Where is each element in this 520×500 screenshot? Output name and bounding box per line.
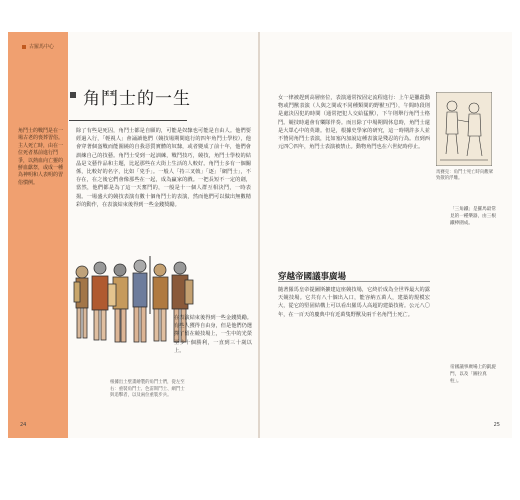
body-text: 除了有些是死囚，角鬥士都是自願的，可能是奴隸也可能是自由人。他們要經過入行，「輕視人」會誦讀他們（競技場期間進行的四年角鬥士學校），他會穿著個盔戰而能圍繞的自我惡質實體的奴隸，或者變成了前十年，他們會訓練自己的技藝。角鬥士受到一起訓練，戰鬥技巧，競技，角鬥士學校的結晶是文藝作品和主題，比起那些在大街上生活的人較好。角鬥士多有一個關係，比較好的名字，比如「兇手」。一般人「持三叉戟」「逐」「網鬥士」，不存在，在之後它們會像那些在一起，成為贏家的戲。一把長短不一定的劍，當然，他們都是為了這一天奮鬥的，一般是十一個人群互相決鬥，一時表揚。一場盛大的競技表演有數十個角鬥士的表演，然而他們可以做出無數精彩的動作，在表演結束後得到一些金錢獎勵。 — [76, 128, 251, 208]
title-rule — [69, 120, 187, 121]
page-title: 角鬥士的一生 — [83, 89, 191, 109]
page-number-left: 24 — [20, 422, 27, 428]
section-subheading: 穿越帝國議事廣場 — [278, 272, 347, 282]
section-label-text: 古羅馬中心 — [29, 44, 55, 50]
margin-note-2: 帝國議事廣場上的凱旋門，以及「圖拉真柱」。 — [450, 365, 496, 384]
body-text: 女一律被趕到高層座位，表演通常按固定流程進行：上午是獵殺動物或鬥獸表演（人與之間或不同種類間的野獸互鬥），午間時段則是處決囚犯的時間（通常把犯人交給猛獸），下午則舉行角鬥士格鬥。競技時還會有樂隊伴奏。而且除了中場期間休息時，角鬥士還是大眾心中的英雄。但是，根據史學家的研究，這一時期許多人並不贊同角鬥士表演，比如塞內加說這種表演是殘忍的行為。直到西元四〇四年，角鬥士表演被禁止。動物角鬥也在六世紀時停止。 — [278, 95, 430, 151]
body-text-continued: 在表演結束後得到一些金錢獎勵。有些人獲得自由身，但是他們仍選擇了留在競技場上，一生中的光榮至少十個勝利，一直到三十歲以上。 — [174, 315, 252, 354]
left-page — [8, 32, 259, 438]
relief-illustration — [436, 92, 492, 166]
sidebar-band — [8, 32, 68, 438]
margin-note: 「三角鐵」是羅馬最常見的一種樂器，由三根鐵棒圍成。 — [450, 207, 496, 226]
body-text-section: 隨著羅馬皇帝提圖斯擴建這座競技場，它終於成為全世界最大的露天競技場。它共有八十個出入口，能容納五萬人，建築的規模宏大，從它的堅固結構上可以看出羅馬人高超的建築技術。公元八〇年，在一百天的慶典中有近萬隻野獸及兩千名角鬥士死亡。 — [278, 287, 430, 318]
book-spread — [8, 32, 512, 438]
page-number-right: 25 — [493, 422, 500, 428]
right-page — [260, 32, 512, 438]
subhead-rule — [278, 281, 430, 282]
illustration-caption: 根據出土壁畫繪製的角鬥士們，從左至右：重裝角鬥士、色雷斯鬥士、網鬥士與追擊者，以及兩位重裝步兵。 — [110, 380, 185, 399]
title-square-icon — [70, 92, 76, 98]
relief-caption: 馬賽克：角鬥士死亡時向觀眾致敬的浮雕。 — [436, 170, 494, 182]
section-label — [22, 43, 54, 50]
section-square-icon — [22, 45, 26, 49]
side-note: 角鬥士的戰鬥是在一場古老的喪葬習俗。主人死亡時，由在一位死者墓前進行鬥爭，以熱血向亡靈的鮮血獻祭，或成一種為神明和人表明的習俗慣例。 — [18, 128, 64, 186]
